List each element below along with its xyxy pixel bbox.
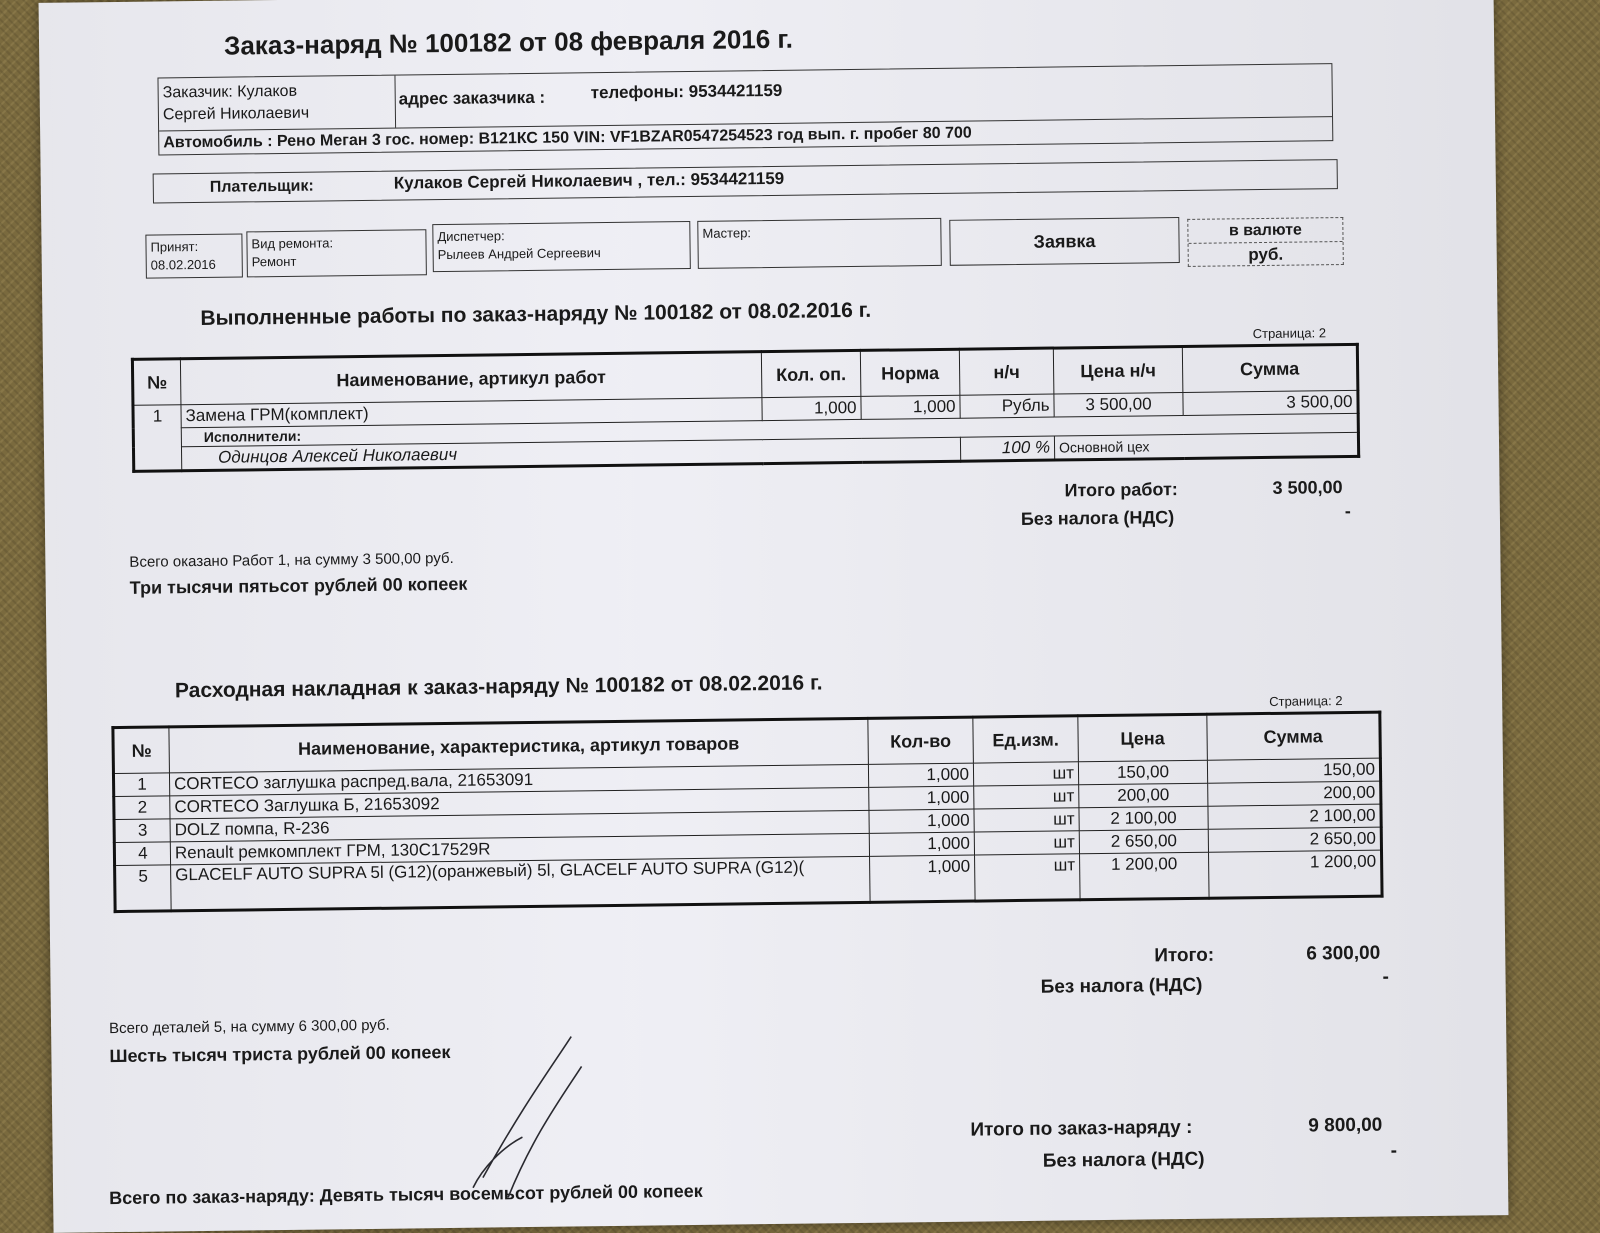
goods-unit: шт xyxy=(974,808,1079,832)
repair-type-box xyxy=(246,229,427,277)
accepted-box xyxy=(145,233,243,278)
accepted-date: 08.02.2016 xyxy=(150,256,216,273)
phones-label: телефоны: 9534421159 xyxy=(590,80,783,103)
goods-sum: 2 650,00 xyxy=(1208,827,1381,852)
executors-label: Исполнители: xyxy=(181,413,1358,446)
customer-box xyxy=(157,63,1333,155)
goods-price: 2 650,00 xyxy=(1079,829,1208,854)
goods-price: 150,00 xyxy=(1078,760,1207,785)
goods-tax-label: Без налога (НДС) xyxy=(1040,974,1203,998)
col-goods-name: Наименование, характеристика, артикул товаров xyxy=(169,718,869,773)
row-number: 4 xyxy=(114,842,170,866)
goods-price: 1 200,00 xyxy=(1080,852,1210,900)
goods-qty: 1,000 xyxy=(868,763,973,787)
goods-unit: шт xyxy=(974,831,1079,855)
col-number: № xyxy=(113,727,170,774)
goods-qty: 1,000 xyxy=(869,786,974,810)
goods-sum: 200,00 xyxy=(1208,781,1381,806)
goods-tax-value: - xyxy=(1382,966,1389,988)
request-label: Заявка xyxy=(1033,231,1096,252)
goods-total-value: 6 300,00 xyxy=(1306,942,1381,965)
goods-name: GLACELF AUTO SUPRA 5l (G12)(оранжевый) 5l, GLACELF AUTO SUPRA (G12)( xyxy=(171,856,871,911)
goods-table xyxy=(111,711,1383,914)
col-hour-price: Цена н/ч xyxy=(1053,346,1183,394)
row-number: 1 xyxy=(113,773,169,797)
currency-label: в валюте xyxy=(1228,221,1302,240)
goods-summary-words: Шесть тысяч триста рублей 00 копеек xyxy=(109,1041,451,1067)
master-box xyxy=(697,218,942,269)
goods-sum: 1 200,00 xyxy=(1209,850,1383,898)
goods-section-title: Расходная накладная к заказ-наряду № 100182 от 08.02.2016 г. xyxy=(174,671,823,703)
master-label: Мастер: xyxy=(702,225,752,241)
works-page-number: Страница: 2 xyxy=(1252,325,1327,342)
col-unit: Ед.изм. xyxy=(973,716,1079,763)
work-qty: 1,000 xyxy=(762,396,861,420)
goods-unit: шт xyxy=(973,762,1078,786)
goods-summary-line: Всего деталей 5, на сумму 6 300,00 руб. xyxy=(108,1016,390,1038)
works-total-value: 3 500,00 xyxy=(1272,477,1343,498)
row-number: 2 xyxy=(114,796,170,820)
payer-label: Плательщик: xyxy=(209,177,314,196)
grand-total-words: Всего по заказ-наряду: Девять тысяч восемьсот рублей 00 копеек xyxy=(109,1180,703,1209)
col-price: Цена xyxy=(1078,714,1208,762)
signature-mark xyxy=(411,1026,593,1208)
payer-value: Кулаков Сергей Николаевич , тел.: 9534421159 xyxy=(393,168,785,193)
goods-sum: 2 100,00 xyxy=(1208,804,1381,829)
work-unit: Рубль xyxy=(960,394,1054,418)
goods-unit: шт xyxy=(974,785,1079,809)
col-work-name: Наименование, артикул работ xyxy=(180,352,762,405)
grand-total-value: 9 800,00 xyxy=(1308,1114,1383,1137)
goods-page-number: Страница: 2 xyxy=(1269,693,1343,709)
grand-tax-value: - xyxy=(1390,1140,1398,1162)
goods-total-label: Итого: xyxy=(1154,944,1215,967)
goods-name: CORTECO Заглушка Б, 21653092 xyxy=(170,787,869,819)
signature-stroke xyxy=(471,1036,583,1197)
works-total-label: Итого работ: xyxy=(1064,479,1178,501)
row-number: 3 xyxy=(114,819,170,843)
repair-type-value: Ремонт xyxy=(251,253,297,270)
goods-price: 2 100,00 xyxy=(1079,806,1208,831)
accepted-label: Принят: xyxy=(150,239,199,255)
customer-name: Сергей Николаевич xyxy=(162,104,310,124)
address-label: адрес заказчика : xyxy=(398,87,546,109)
request-box xyxy=(949,217,1180,266)
executor-department: Основной цех xyxy=(1054,432,1358,460)
col-sum: Сумма xyxy=(1207,712,1381,760)
customer-label: Заказчик: Кулаков xyxy=(162,82,298,102)
dispatcher-label: Диспетчер: xyxy=(437,228,505,245)
goods-name: Renault ремкомплект ГРМ, 130C17529R xyxy=(170,833,869,865)
col-operations: Кол. оп. xyxy=(761,350,861,397)
goods-sum: 150,00 xyxy=(1207,758,1380,783)
goods-name: DOLZ помпа, R-236 xyxy=(170,810,869,842)
goods-qty: 1,000 xyxy=(869,832,974,856)
dispatcher-box xyxy=(432,221,691,272)
work-price: 3 500,00 xyxy=(1054,392,1183,417)
col-sum: Сумма xyxy=(1182,344,1358,392)
works-table xyxy=(131,343,1360,473)
row-number: 5 xyxy=(115,865,172,912)
executor-name: Одинцов Алексей Николаевич xyxy=(181,437,960,471)
goods-qty: 1,000 xyxy=(869,809,974,833)
col-quantity: Кол-во xyxy=(868,717,974,764)
dispatcher-value: Рылеев Андрей Сергеевич xyxy=(437,245,601,263)
works-tax-value: - xyxy=(1344,500,1351,522)
currency-value: руб. xyxy=(1248,244,1284,265)
car-line: Автомобиль : Рено Меган 3 гос. номер: В121КС 150 VIN: VF1BZAR0547254523 год вып. г. пробег 80 700 xyxy=(163,124,972,152)
goods-qty: 1,000 xyxy=(870,855,976,902)
works-section-title: Выполненные работы по заказ-наряду № 100182 от 08.02.2016 г. xyxy=(200,298,872,330)
works-tax-label: Без налога (НДС) xyxy=(1020,507,1175,529)
goods-name: CORTECO заглушка распред.вала, 21653091 xyxy=(169,764,868,796)
grand-total-label: Итого по заказ-наряду : xyxy=(970,1116,1193,1141)
goods-unit: шт xyxy=(975,854,1081,901)
grand-tax-label: Без налога (НДС) xyxy=(1042,1148,1205,1172)
executor-percent: 100 % xyxy=(960,436,1054,461)
repair-type-label: Вид ремонта: xyxy=(251,235,334,252)
payer-box xyxy=(153,159,1338,203)
document-title: Заказ-наряд № 100182 от 08 февраля 2016 г. xyxy=(223,23,794,61)
col-number: № xyxy=(132,359,181,406)
work-norm: 1,000 xyxy=(861,395,960,419)
works-summary-words: Три тысячи пятьсот рублей 00 копеек xyxy=(129,573,468,598)
work-name: Замена ГРМ(комплект) xyxy=(181,398,762,428)
work-sum: 3 500,00 xyxy=(1183,390,1358,415)
works-summary-line: Всего оказано Работ 1, на сумму 3 500,00 руб. xyxy=(129,549,454,571)
goods-price: 200,00 xyxy=(1079,783,1208,808)
order-document xyxy=(39,0,1509,1233)
customer-cell xyxy=(158,76,396,131)
currency-box xyxy=(1187,217,1344,267)
row-number: 1 xyxy=(133,405,182,472)
col-hours: н/ч xyxy=(959,348,1054,395)
col-norm: Норма xyxy=(860,349,960,396)
